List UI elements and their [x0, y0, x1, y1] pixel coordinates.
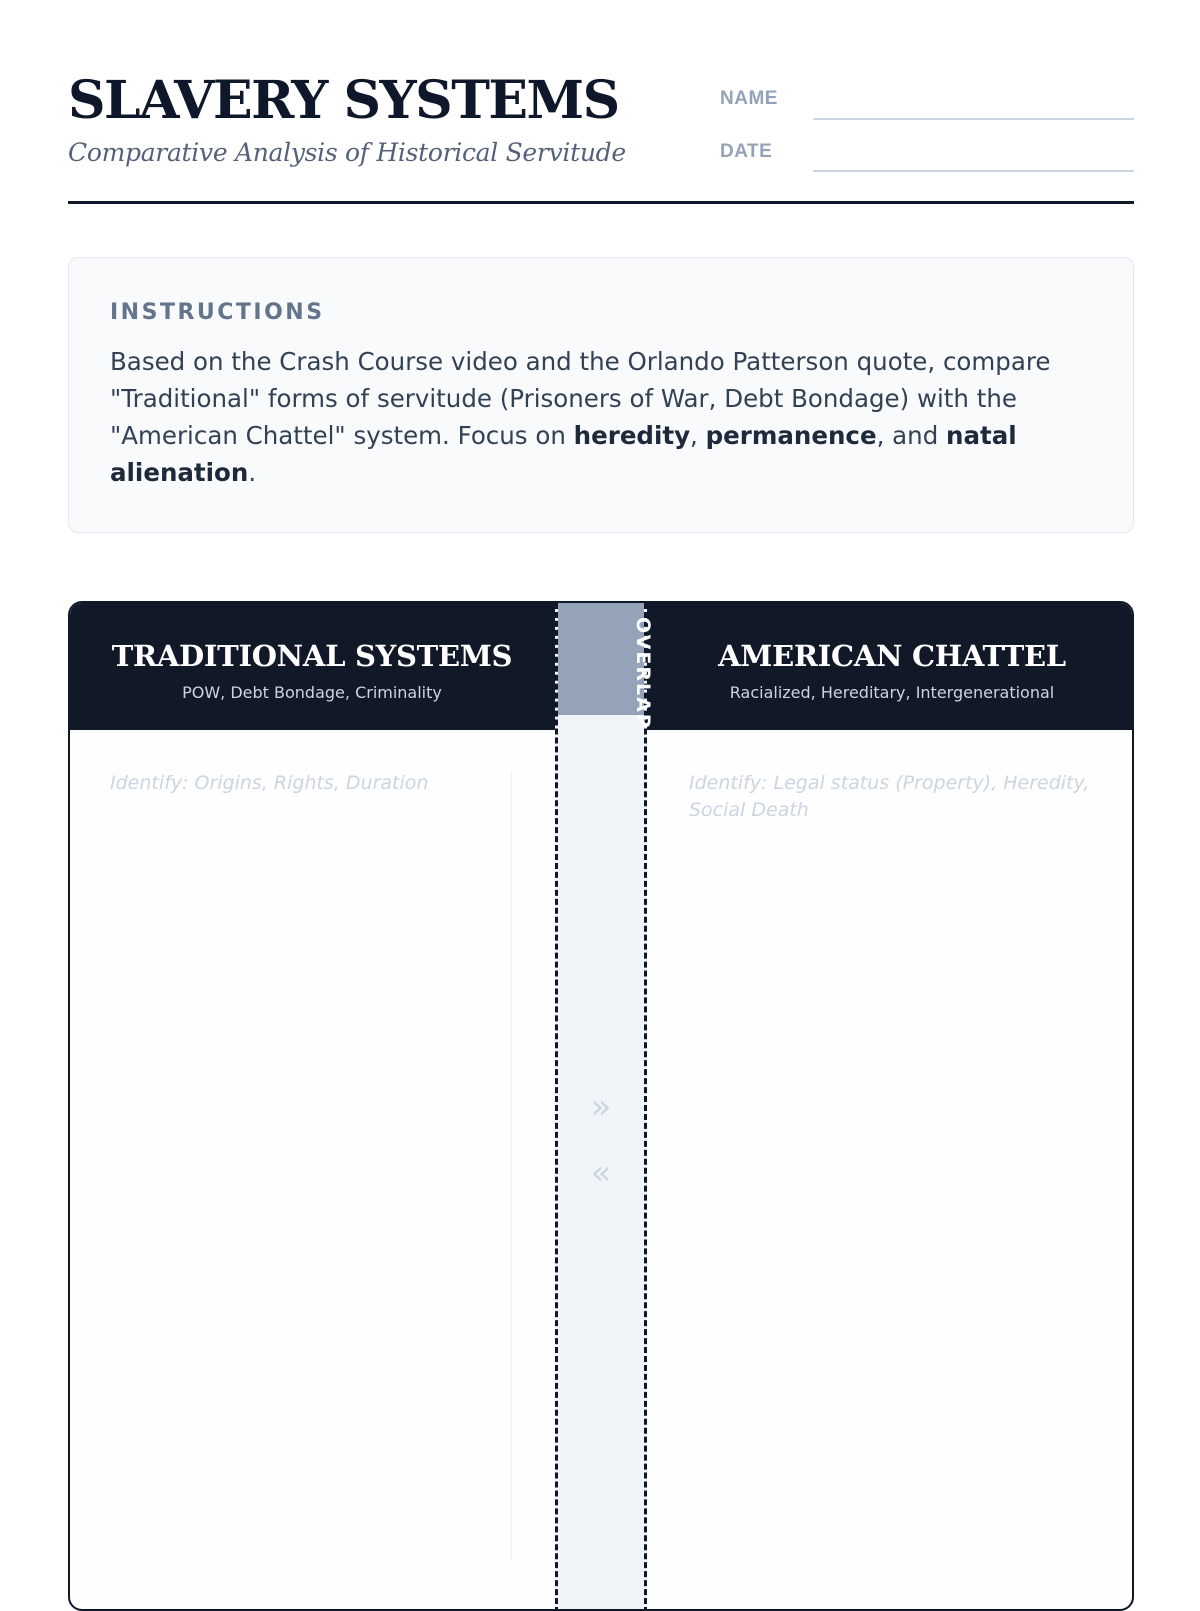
- instructions-text: Based on the Crash Course video and the Orlando Patterson quote, compare "Traditional" forms of servitude (Prisoners of War, Debt Bondage) with the "American Chattel" system. Focus on heredity, permanence, and natal alienation.: [110, 347, 1051, 487]
- american-chattel-title: AMERICAN CHATTEL: [718, 639, 1066, 673]
- page-title: SLAVERY SYSTEMS: [68, 70, 619, 131]
- traditional-systems-writing-area[interactable]: [70, 730, 555, 1611]
- name-field[interactable]: [813, 118, 1134, 120]
- overlap-label: OVERLAP: [632, 617, 654, 730]
- keyword-heredity: heredity: [573, 421, 691, 450]
- date-label: DATE: [720, 141, 773, 162]
- instructions-heading: INSTRUCTIONS: [110, 300, 325, 325]
- chevron-right-icon: »: [590, 1087, 612, 1127]
- instructions-panel: [68, 257, 1134, 533]
- overlap-column[interactable]: [555, 603, 654, 1611]
- page-subtitle: Comparative Analysis of Historical Servitude: [68, 138, 626, 167]
- traditional-systems-subtitle: POW, Debt Bondage, Criminality: [182, 683, 442, 702]
- american-chattel-writing-area[interactable]: [647, 730, 1134, 1611]
- name-label: NAME: [720, 88, 778, 109]
- american-chattel-prompt: Identify: Legal status (Property), Heredity, Social Death: [689, 772, 1090, 821]
- traditional-systems-prompt: Identify: Origins, Rights, Duration: [110, 772, 429, 794]
- traditional-systems-title: TRADITIONAL SYSTEMS: [111, 639, 513, 673]
- keyword-permanence: permanence: [705, 421, 877, 450]
- comparison-organizer: [68, 601, 1134, 1611]
- chevron-left-icon: «: [590, 1153, 612, 1193]
- date-field[interactable]: [813, 170, 1134, 172]
- american-chattel-subtitle: Racialized, Hereditary, Intergenerational: [729, 683, 1055, 702]
- keyword-natal-alienation: natal alienation: [110, 421, 1017, 487]
- worksheet-header: [68, 70, 1134, 204]
